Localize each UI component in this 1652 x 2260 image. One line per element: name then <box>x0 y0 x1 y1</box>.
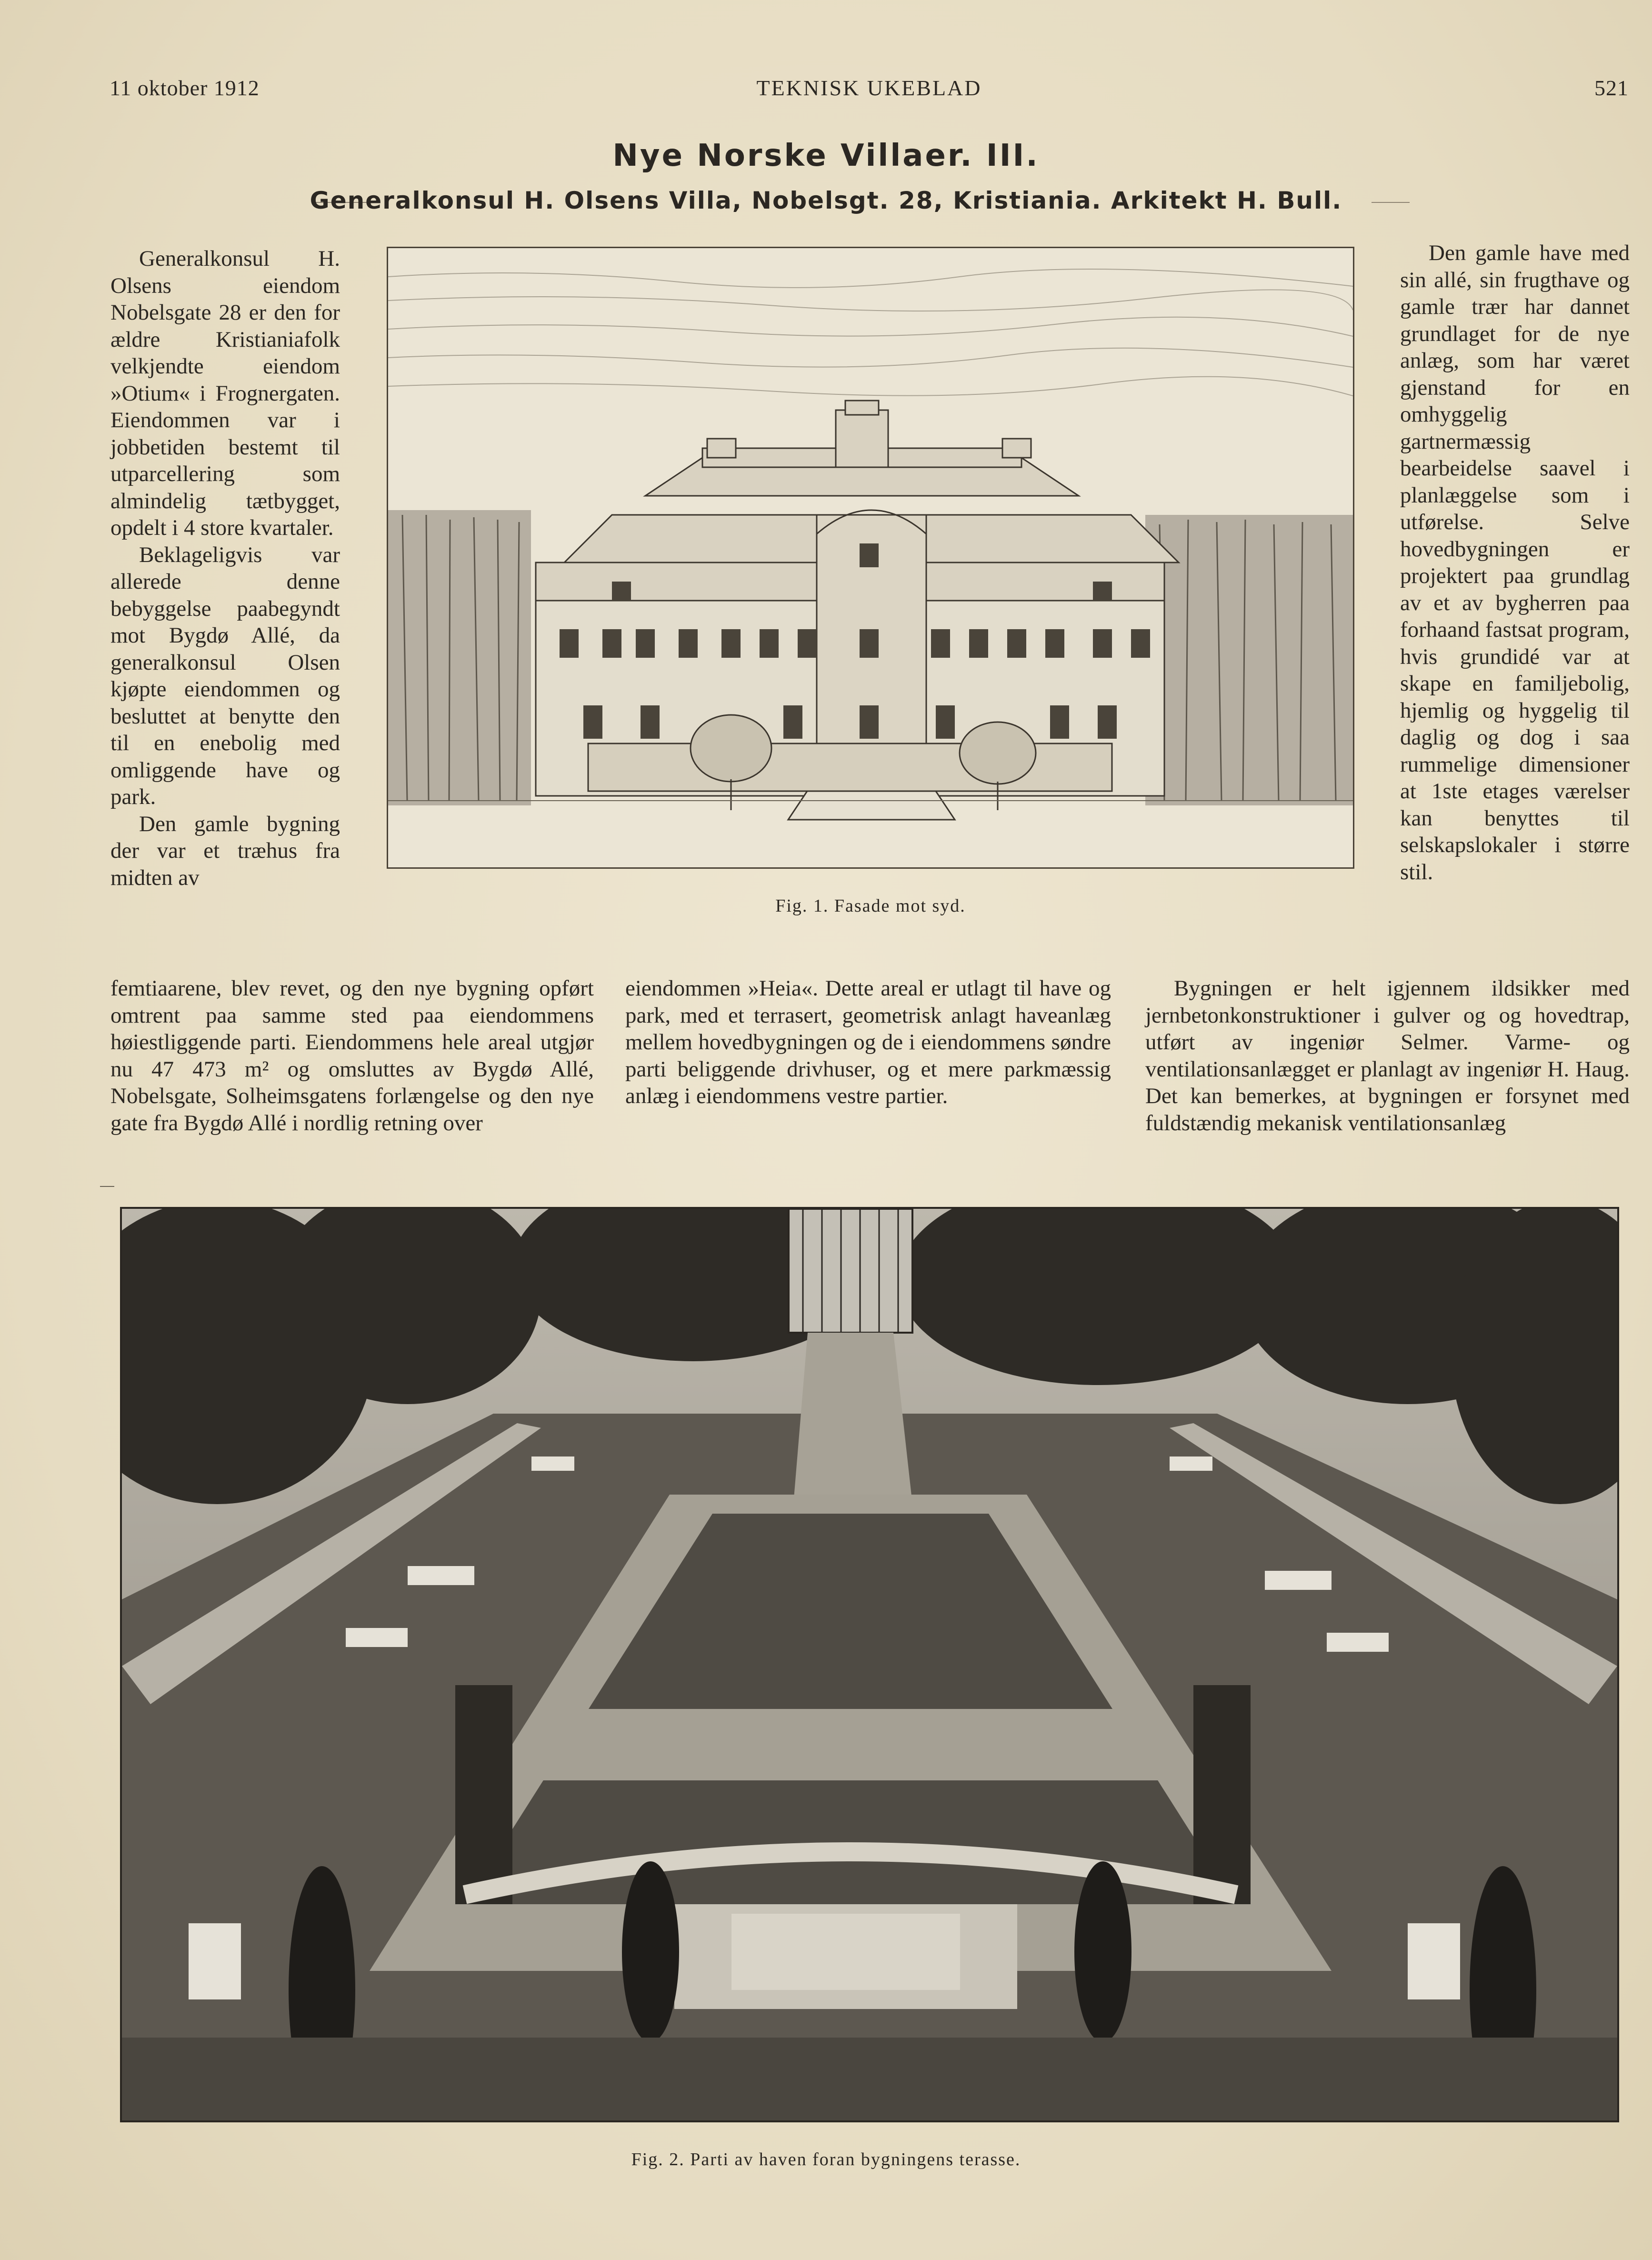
figure-2-garden-photograph <box>120 1207 1619 2122</box>
paragraph: femtiaarene, blev revet, og den nye bygning opført omtrent paa samme sted paa eiendommens høiestliggende parti. Eiendommens hele areal utgjør nu 47 473 m² og omsluttes av Bygdø Allé, Nobelsgate, Solheimsgatens forlængelse og den nye gate fra Bygdø Allé i nordlig retning over <box>110 976 594 1135</box>
figure-2-caption: Fig. 2. Parti av haven foran bygningens terasse. <box>631 2150 1021 2170</box>
issue-date: 11 oktober 1912 <box>110 76 260 100</box>
running-head <box>110 75 1629 104</box>
figure-1-caption: Fig. 1. Fasade mot syd. <box>775 896 966 916</box>
article-subtitle: Generalkonsul H. Olsens Villa, Nobelsgt. 28, Kristiania. Arkitekt H. Bull. <box>310 187 1342 214</box>
text-column-right <box>1400 240 1630 885</box>
paragraph: Den gamle have med sin allé, sin frugthave og gamle trær har dannet grundlaget for de nye anlæg, som har været gjenstand for en omhyggelig gartnermæssig bearbeidelse saavel i planlæggelse som i utførelse. Selve hovedbygningen er projektert paa grundlag av et av bygherren paa forhaand fastsat program, hvis grundidé var at skape en familjebolig, hjemlig og hyggelig til daglig og dog i saa rummelige dimensioner at 1ste etages værelser kan benyttes til selskapslokaler i større stil. <box>1400 241 1630 884</box>
garden-photograph <box>122 1209 1617 2120</box>
journal-name: TEKNISK UKEBLAD <box>756 76 982 100</box>
paragraph: Beklageligvis var allerede denne bebyggelse paabegyndt mot Bygdø Allé, da generalkonsul Olsen kjøpte eiendommen og besluttet at benytte den til en enebolig med omliggende have og park. <box>110 542 340 809</box>
page-number: 521 <box>1594 76 1629 100</box>
text-column-bottom-2 <box>625 975 1111 1110</box>
paragraph: Bygningen er helt igjennem ildsikker med jernbetonkonstruktioner i gulver og og hovedtrap, utført av ingeniør Selmer. Varme- og ventilationsanlægget er planlagt av ingeniør H. Haug. Det kan bemerkes, at bygningen er forsynet med fuldstændig mekanisk ventilationsanlæg <box>1145 976 1630 1135</box>
text-column-bottom-1 <box>110 975 594 1136</box>
text-column-bottom-3 <box>1145 975 1630 1136</box>
paragraph: Den gamle bygning der var et træhus fra midten av <box>110 811 340 890</box>
paragraph: eiendommen »Heia«. Dette areal er utlagt til have og park, med et terrasert, geometrisk anlagt haveanlæg mellem hovedbygningen og de i eiendommens søndre parti beliggende drivhuser, og et mere parkmæssig anlæg i eiendommens vestre partier. <box>625 976 1111 1108</box>
article-title: Nye Norske Villaer. III. <box>612 138 1040 173</box>
facade-illustration <box>388 248 1353 867</box>
text-column-left <box>110 245 340 891</box>
margin-mark <box>100 1186 114 1187</box>
figure-1-facade-drawing <box>387 247 1354 869</box>
paragraph: Generalkonsul H. Olsens eiendom Nobelsgate 28 er den for ældre Kristianiafolk velkjendte eiendom »Otium« i Frognergaten. Eiendommen var i jobbetiden bestemt til utparcellering som almindelig tætbygget, opdelt i 4 store kvartaler. <box>110 246 340 540</box>
title-rule-right <box>1372 202 1410 203</box>
